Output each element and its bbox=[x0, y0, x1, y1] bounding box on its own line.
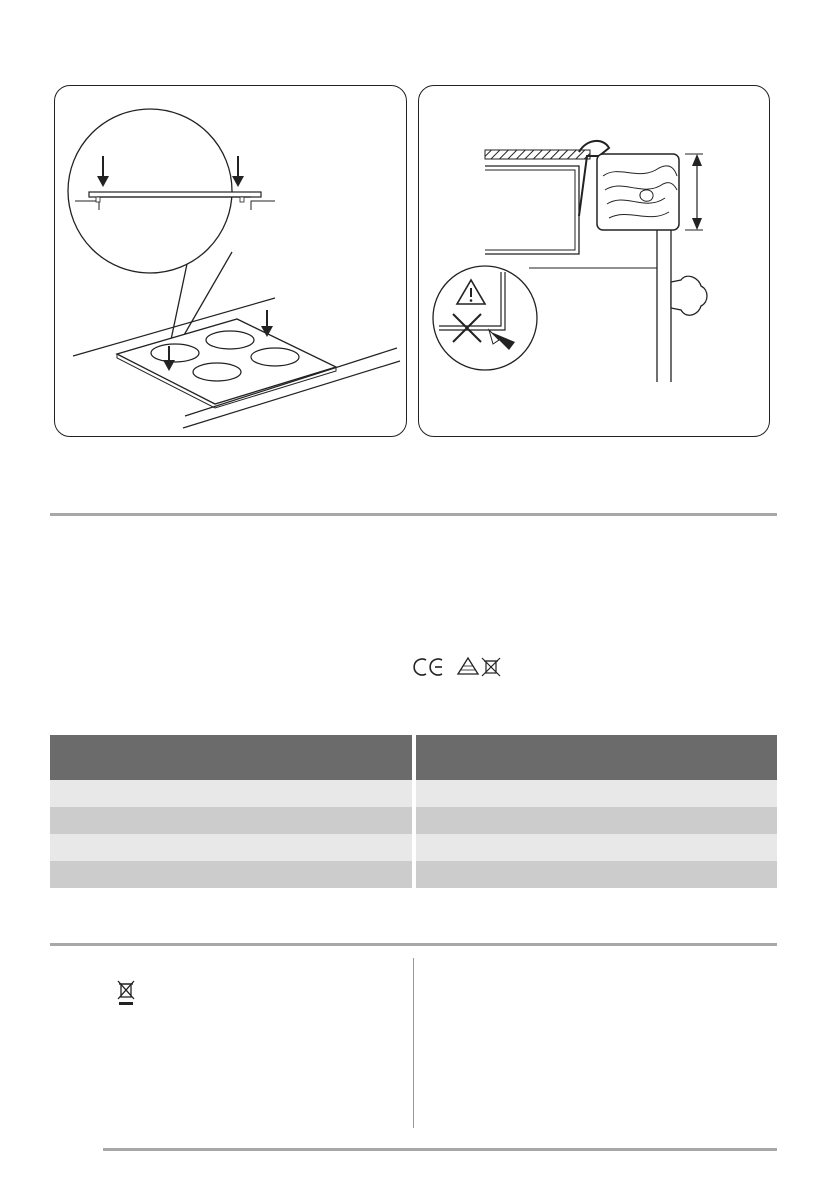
worktop-wood-section bbox=[597, 154, 679, 230]
table-header-cell bbox=[416, 735, 777, 780]
table-cell bbox=[50, 807, 412, 834]
table-cell bbox=[50, 861, 412, 888]
product-marks bbox=[408, 652, 518, 682]
hob-installation-illustration bbox=[55, 86, 407, 437]
hob-body bbox=[485, 170, 575, 250]
footer-divider bbox=[103, 1148, 777, 1151]
column-divider bbox=[413, 958, 414, 1128]
press-down-arrow-icon bbox=[232, 156, 244, 187]
figure-hob-pressing bbox=[54, 85, 407, 437]
hob-body bbox=[485, 166, 579, 254]
table-row bbox=[50, 861, 777, 888]
worktop-section-illustration bbox=[419, 86, 770, 437]
magnifier-circle bbox=[68, 109, 232, 273]
weee-bin-icon bbox=[482, 658, 500, 676]
height-dimension-arrow-icon bbox=[685, 154, 703, 230]
table-cell bbox=[50, 834, 412, 861]
table-cell bbox=[416, 834, 777, 861]
figure-worktop-section bbox=[418, 85, 770, 437]
section-divider bbox=[50, 513, 777, 516]
hob-glass-plate bbox=[485, 150, 590, 159]
table-cell bbox=[50, 780, 412, 807]
table-row bbox=[50, 807, 777, 834]
table-row bbox=[50, 834, 777, 861]
weee-bin-icon bbox=[116, 980, 136, 1006]
section-divider bbox=[50, 943, 777, 946]
table-cell bbox=[416, 861, 777, 888]
table-cell bbox=[416, 807, 777, 834]
ce-mark-icon bbox=[414, 659, 442, 675]
table-header-cell bbox=[50, 735, 412, 780]
technical-data-table bbox=[50, 735, 777, 888]
vde-mark-icon bbox=[458, 658, 478, 674]
table-row bbox=[50, 780, 777, 807]
hob-top-view bbox=[117, 319, 336, 408]
table-cell bbox=[416, 780, 777, 807]
warning-magnifier bbox=[433, 266, 537, 370]
cabinet-knob bbox=[671, 276, 707, 315]
table-header-row bbox=[50, 735, 777, 780]
